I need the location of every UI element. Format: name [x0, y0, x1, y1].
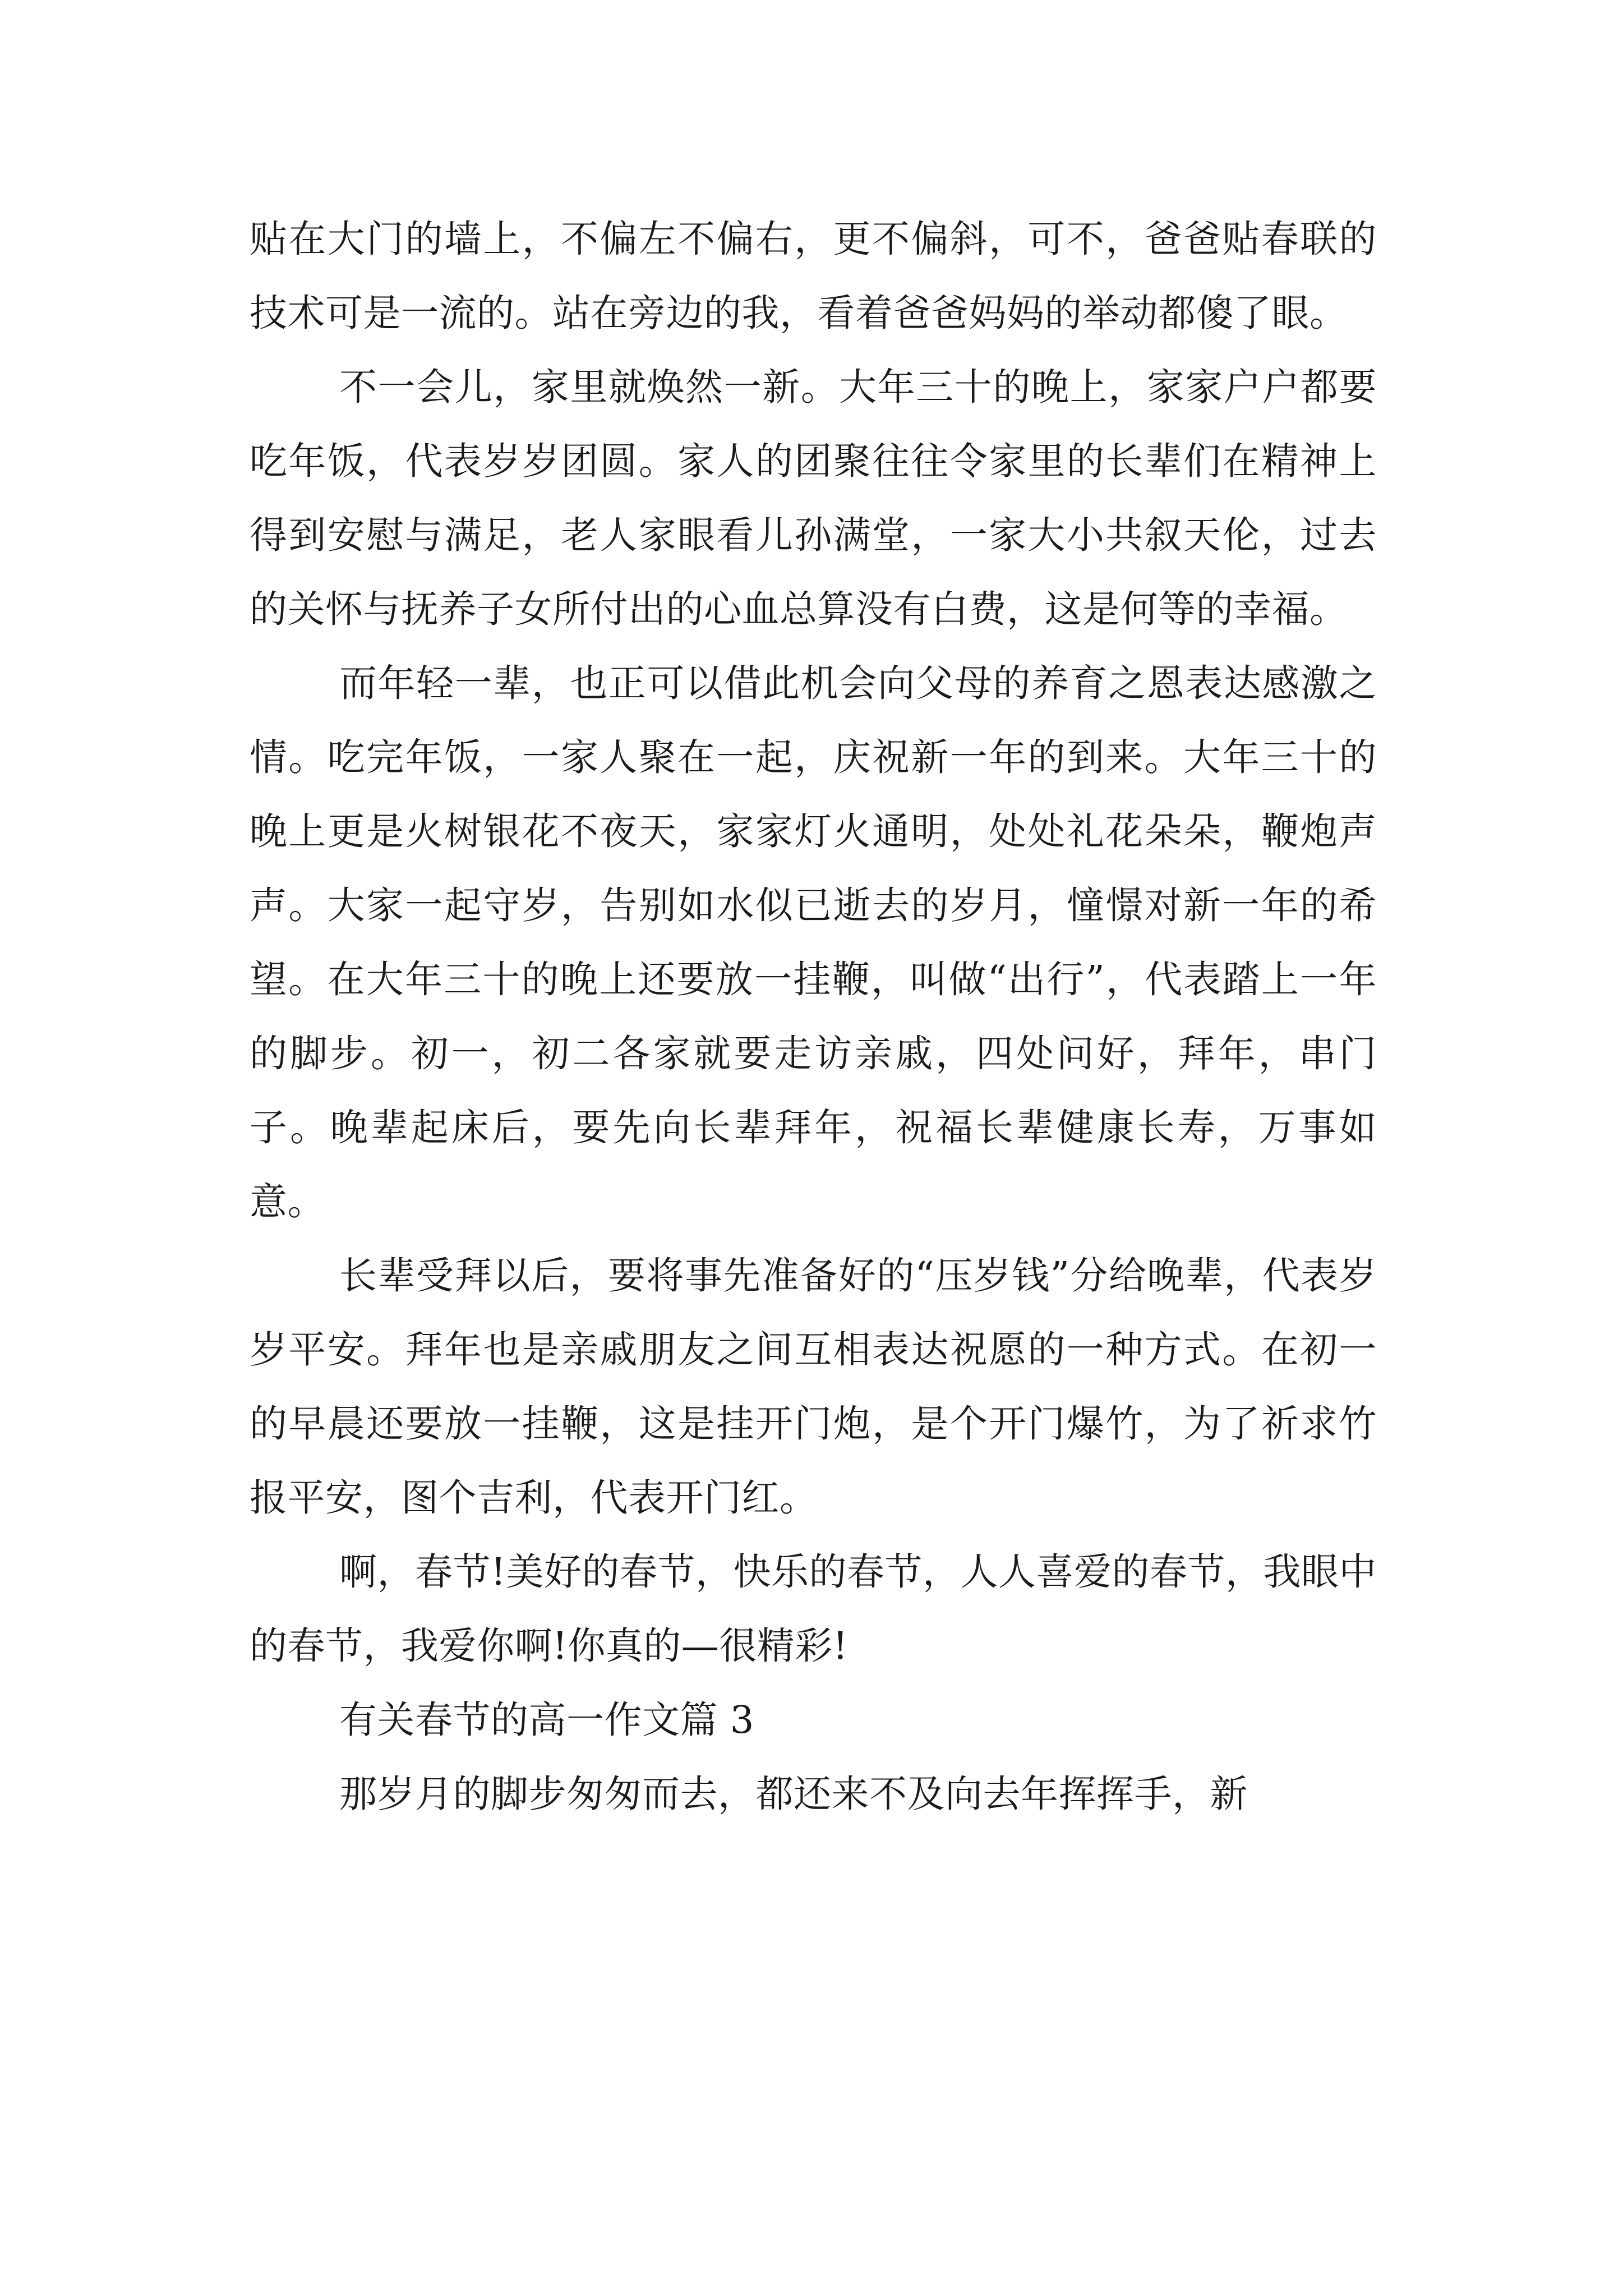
paragraph-7: 那岁月的脚步匆匆而去，都还来不及向去年挥挥手，新 — [339, 1772, 1248, 1816]
paragraph-5: 啊，春节!美好的春节，快乐的春节，人人喜爱的春节，我眼中的春节，我爱你啊!你真的—很精彩! — [250, 1550, 1377, 1668]
paragraph-2: 不一会儿，家里就焕然一新。大年三十的晚上，家家户户都要吃年饭，代表岁岁团圆。家人的团聚往往令家里的长辈们在精神上得到安慰与满足，老人家眼看儿孙满堂，一家大小共叙天伦，过去的关怀与抚养子女所付出的心血总算没有白费，这是何等的幸福。 — [250, 365, 1377, 631]
section-heading: 有关春节的高一作文篇 3 — [339, 1698, 754, 1742]
paragraph-4: 长辈受拜以后，要将事先准备好的“压岁钱”分给晚辈，代表岁岁平安。拜年也是亲戚朋友之间互相表达祝愿的一种方式。在初一的早晨还要放一挂鞭，这是挂开门炮，是个开门爆竹，为了祈求竹报平安，图个吉利，代表开门红。 — [250, 1254, 1377, 1520]
paragraph-3: 而年轻一辈，也正可以借此机会向父母的养育之恩表达感激之情。吃完年饭，一家人聚在一起，庆祝新一年的到来。大年三十的晚上更是火树银花不夜天，家家灯火通明，处处礼花朵朵，鞭炮声声。大家一起守岁，告别如水似已逝去的岁月，憧憬对新一年的希望。在大年三十的晚上还要放一挂鞭，叫做“出行”，代表踏上一年的脚步。初一，初二各家就要走访亲戚，四处问好，拜年，串门子。晚辈起床后，要先向长辈拜年，祝福长辈健康长寿，万事如意。 — [250, 661, 1377, 1223]
paragraph-1: 贴在大门的墙上，不偏左不偏右，更不偏斜，可不，爸爸贴春联的技术可是一流的。站在旁边的我，看着爸爸妈妈的举动都傻了眼。 — [250, 217, 1377, 335]
document-body — [250, 202, 1377, 1831]
